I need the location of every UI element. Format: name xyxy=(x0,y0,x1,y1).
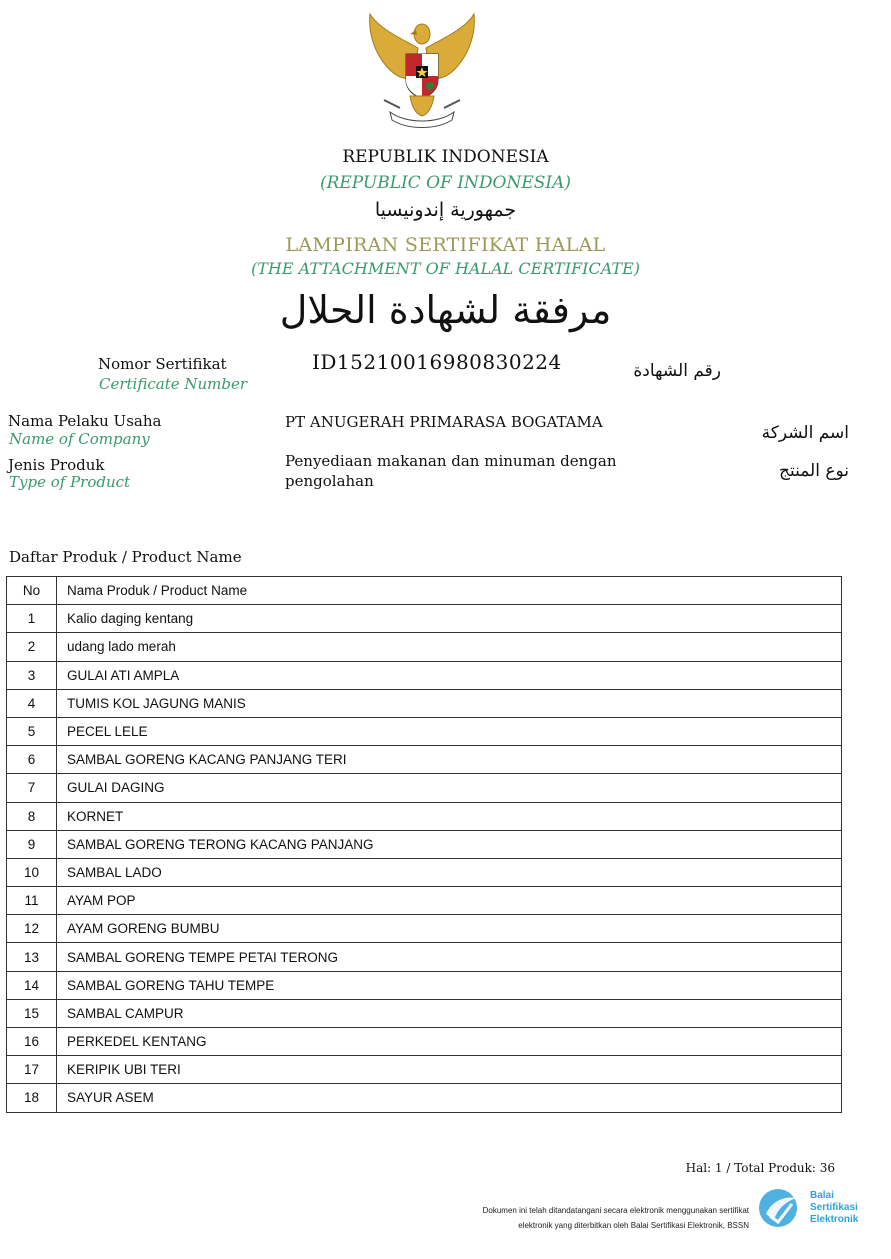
table-header-row xyxy=(7,577,842,605)
table-row xyxy=(7,746,842,774)
table-row xyxy=(7,858,842,886)
row-number: 13 xyxy=(7,943,57,971)
table-row xyxy=(7,633,842,661)
document-title: LAMPIRAN SERTIFIKAT HALAL xyxy=(285,234,606,256)
company-label: Nama Pelaku Usaha xyxy=(8,412,162,430)
row-number: 16 xyxy=(7,1028,57,1056)
table-row xyxy=(7,717,842,745)
product-name: SAMBAL GORENG TEMPE PETAI TERONG xyxy=(57,943,842,971)
product-name: GULAI DAGING xyxy=(57,774,842,802)
signature-note xyxy=(483,1203,749,1233)
page-info: Hal: 1 / Total Produk: 36 xyxy=(685,1161,835,1175)
row-number: 7 xyxy=(7,774,57,802)
country-title-ar: جمهورية إندونيسيا xyxy=(374,199,517,221)
company-label-en: Name of Company xyxy=(9,430,150,448)
row-number: 12 xyxy=(7,915,57,943)
company-name: PT ANUGERAH PRIMARASA BOGATAMA xyxy=(285,413,603,431)
product-type-value xyxy=(285,451,617,491)
row-number: 9 xyxy=(7,830,57,858)
table-row xyxy=(7,802,842,830)
table-row xyxy=(7,605,842,633)
table-row xyxy=(7,887,842,915)
bsre-logo-line2: Sertifikasi xyxy=(810,1202,858,1213)
product-name: KORNET xyxy=(57,802,842,830)
row-number: 4 xyxy=(7,689,57,717)
product-name: udang lado merah xyxy=(57,633,842,661)
row-number: 15 xyxy=(7,999,57,1027)
product-name: SAMBAL CAMPUR xyxy=(57,999,842,1027)
product-name: PECEL LELE xyxy=(57,717,842,745)
product-name: SAMBAL LADO xyxy=(57,858,842,886)
product-table xyxy=(6,576,842,1113)
product-type-value-line1: Penyediaan makanan dan minuman dengan xyxy=(285,452,617,470)
table-row xyxy=(7,1028,842,1056)
column-header-name: Nama Produk / Product Name xyxy=(57,577,842,605)
country-title-en: (REPUBLIC OF INDONESIA) xyxy=(319,173,572,193)
column-header-no: No xyxy=(7,577,57,605)
product-name: AYAM GORENG BUMBU xyxy=(57,915,842,943)
country-title: REPUBLIK INDONESIA xyxy=(342,147,549,167)
table-row xyxy=(7,689,842,717)
table-row xyxy=(7,943,842,971)
certificate-number-label-ar: رقم الشهادة xyxy=(633,361,721,381)
bsre-logo-text xyxy=(810,1190,858,1226)
product-name: TUMIS KOL JAGUNG MANIS xyxy=(57,689,842,717)
table-row xyxy=(7,999,842,1027)
row-number: 8 xyxy=(7,802,57,830)
product-name: PERKEDEL KENTANG xyxy=(57,1028,842,1056)
certificate-number: ID15210016980830224 xyxy=(312,350,562,374)
table-row xyxy=(7,915,842,943)
table-row xyxy=(7,774,842,802)
product-name: SAMBAL GORENG KACANG PANJANG TERI xyxy=(57,746,842,774)
product-name: SAYUR ASEM xyxy=(57,1084,842,1112)
row-number: 1 xyxy=(7,605,57,633)
table-row xyxy=(7,1056,842,1084)
product-name: SAMBAL GORENG TERONG KACANG PANJANG xyxy=(57,830,842,858)
product-name: KERIPIK UBI TERI xyxy=(57,1056,842,1084)
product-name: GULAI ATI AMPLA xyxy=(57,661,842,689)
company-label-ar: اسم الشركة xyxy=(761,423,849,443)
product-type-label-en: Type of Product xyxy=(9,473,131,491)
product-type-value-line2: pengolahan xyxy=(285,472,374,490)
table-row xyxy=(7,830,842,858)
row-number: 10 xyxy=(7,858,57,886)
row-number: 18 xyxy=(7,1084,57,1112)
row-number: 5 xyxy=(7,717,57,745)
row-number: 17 xyxy=(7,1056,57,1084)
bsre-logo-line1: Balai xyxy=(810,1190,834,1201)
table-row xyxy=(7,661,842,689)
bsre-logo-line3: Elektronik xyxy=(810,1214,859,1225)
garuda-emblem xyxy=(360,8,484,132)
product-list-title: Daftar Produk / Product Name xyxy=(9,548,242,566)
certificate-number-label: Nomor Sertifikat xyxy=(98,355,227,373)
product-type-label-ar: نوع المنتج xyxy=(778,461,849,481)
product-table-body xyxy=(7,605,842,1112)
signature-note-line2: elektronik yang diterbitkan oleh Balai Sertifikasi Elektronik, BSSN xyxy=(518,1221,749,1230)
product-name: Kalio daging kentang xyxy=(57,605,842,633)
bsre-logo-icon xyxy=(756,1186,804,1230)
product-name: SAMBAL GORENG TAHU TEMPE xyxy=(57,971,842,999)
table-row xyxy=(7,1084,842,1112)
product-name: AYAM POP xyxy=(57,887,842,915)
table-row xyxy=(7,971,842,999)
signature-note-line1: Dokumen ini telah ditandatangani secara elektronik menggunakan sertifikat xyxy=(482,1206,749,1215)
row-number: 3 xyxy=(7,661,57,689)
row-number: 11 xyxy=(7,887,57,915)
product-type-label: Jenis Produk xyxy=(8,456,105,474)
row-number: 2 xyxy=(7,633,57,661)
document-title-ar: مرفقة لشهادة الحلال xyxy=(279,288,612,332)
certificate-number-label-en: Certificate Number xyxy=(99,375,248,393)
row-number: 6 xyxy=(7,746,57,774)
row-number: 14 xyxy=(7,971,57,999)
document-title-en: (THE ATTACHMENT OF HALAL CERTIFICATE) xyxy=(251,259,640,278)
